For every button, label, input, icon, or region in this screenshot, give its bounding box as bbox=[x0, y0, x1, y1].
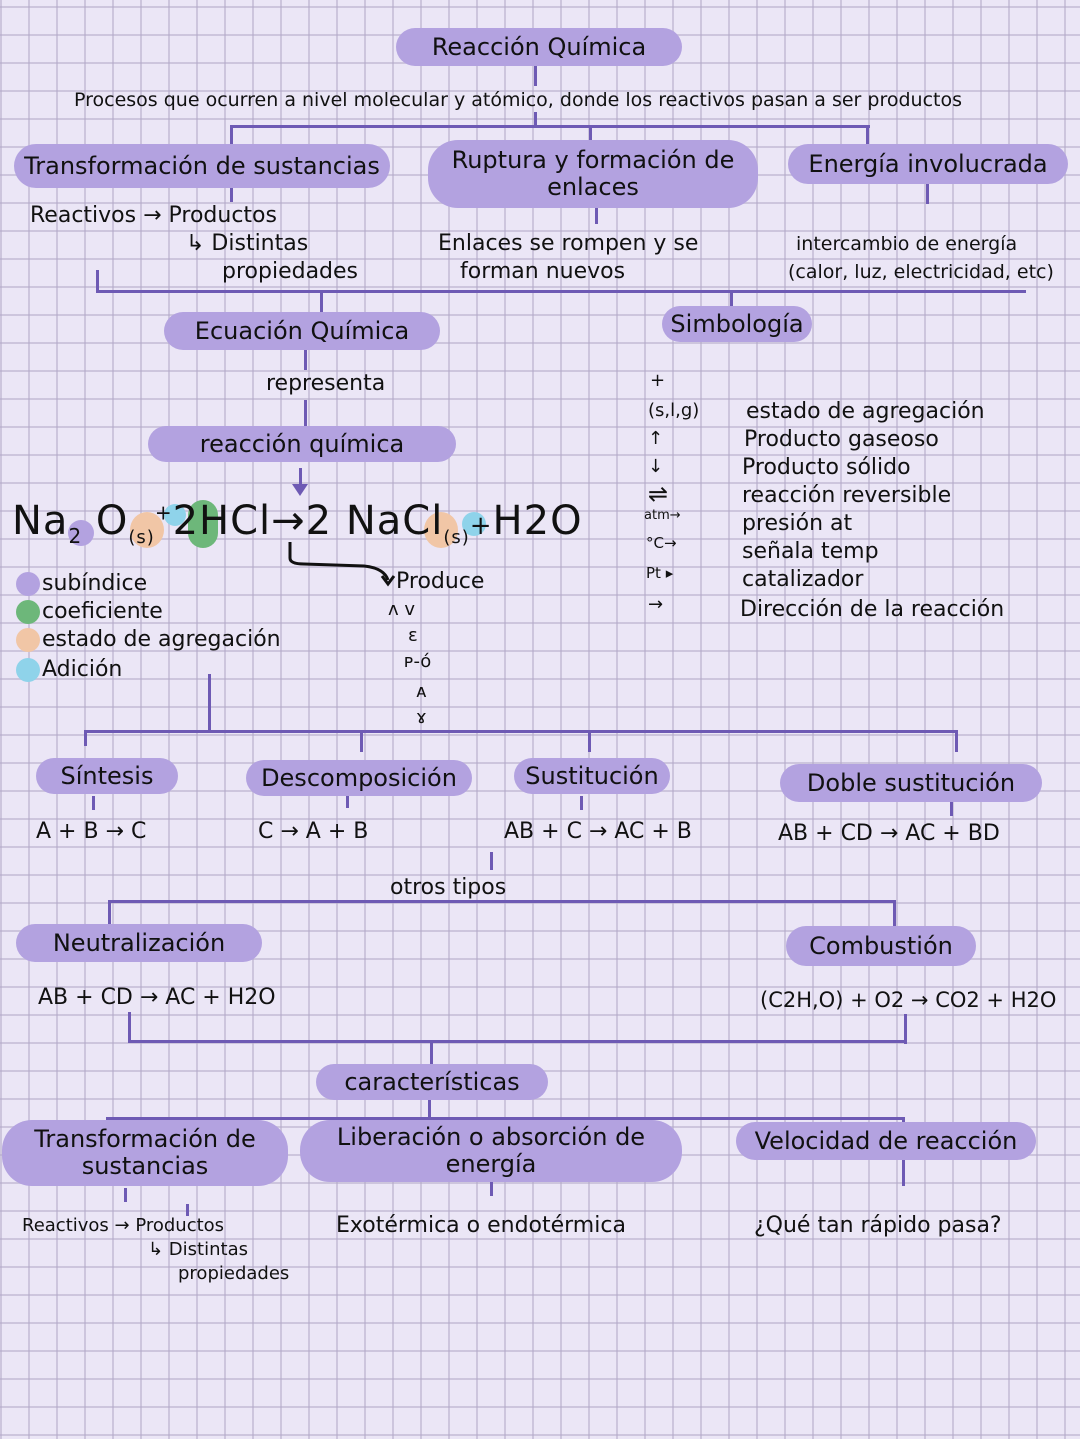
branch-title: Ruptura y formación de enlaces bbox=[451, 146, 735, 201]
root-node bbox=[396, 28, 682, 66]
eq-plus: + bbox=[469, 511, 493, 541]
legend-adicion bbox=[16, 656, 122, 684]
symbol: Pt ▸ bbox=[646, 564, 674, 582]
eq-nacl: 2 NaCl bbox=[305, 498, 444, 544]
connector bbox=[588, 730, 591, 752]
tipo-sintesis bbox=[36, 758, 178, 794]
color-swatch bbox=[16, 600, 40, 624]
symbol-desc: Producto gaseoso bbox=[744, 427, 939, 452]
connector bbox=[84, 730, 958, 733]
representa-label: representa bbox=[266, 371, 386, 396]
eq-state: (s) bbox=[128, 527, 155, 548]
symbol: → bbox=[648, 594, 664, 615]
caracteristica-text: ↳ Distintas bbox=[148, 1239, 248, 1260]
connector bbox=[360, 730, 363, 752]
legend-label: estado de agregación bbox=[42, 627, 281, 652]
connector bbox=[580, 796, 583, 810]
branch-transformacion bbox=[14, 144, 390, 188]
produce-label: Produce bbox=[396, 569, 485, 594]
root-title: Reacción Química bbox=[431, 32, 647, 61]
symbol-desc: señala temp bbox=[742, 539, 879, 564]
connector bbox=[490, 852, 493, 870]
produce-letter: ᴀ bbox=[416, 681, 427, 702]
connector bbox=[595, 208, 598, 224]
connector bbox=[108, 900, 111, 924]
connector bbox=[304, 350, 307, 370]
legend-estado bbox=[16, 626, 281, 654]
caracteristica-text: propiedades bbox=[178, 1263, 290, 1284]
eq-arrow: → bbox=[271, 498, 306, 544]
eq-coef: 2 bbox=[172, 498, 200, 544]
connector bbox=[926, 184, 929, 204]
legend-label: Adición bbox=[42, 657, 123, 682]
symbol-desc: presión at bbox=[742, 511, 853, 536]
connector bbox=[230, 188, 233, 202]
branch-title: Energía involucrada bbox=[808, 149, 1048, 178]
color-swatch bbox=[16, 572, 40, 596]
eq-o: O bbox=[95, 498, 129, 544]
tipo-doble-sustitucion bbox=[780, 764, 1042, 802]
branch-ruptura bbox=[428, 140, 758, 208]
tipo-combustion bbox=[786, 926, 976, 966]
root-definition: Procesos que ocurren a nivel molecular y atómico, donde los reactivos pasan a ser productos bbox=[74, 89, 962, 111]
symbol: ↓ bbox=[648, 456, 664, 477]
tipo-sustitucion bbox=[514, 758, 670, 794]
color-swatch bbox=[16, 658, 40, 682]
tipo-formula: C → A + B bbox=[258, 819, 369, 844]
caracteristica-transformacion bbox=[2, 1120, 288, 1186]
tipo-title: Sustitución bbox=[525, 761, 659, 790]
branch-text: Reactivos → Productos bbox=[30, 203, 277, 228]
symbol-desc: Producto sólido bbox=[742, 455, 911, 480]
branch-title: Transformación de sustancias bbox=[24, 151, 380, 180]
symbol: (s,l,g) bbox=[648, 400, 700, 421]
branch-text: Enlaces se rompen y se bbox=[438, 231, 699, 256]
connector bbox=[96, 290, 1026, 293]
connector bbox=[92, 796, 95, 810]
connector bbox=[124, 1188, 127, 1202]
legend-coeficiente bbox=[16, 598, 163, 626]
tipo-formula: A + B → C bbox=[36, 819, 147, 844]
tipo-neutralizacion bbox=[16, 924, 262, 962]
connector bbox=[84, 730, 87, 746]
eq-subindice: 2 bbox=[68, 524, 83, 548]
connector bbox=[128, 1040, 907, 1043]
tipo-descomposicion bbox=[246, 760, 472, 796]
simbologia-node bbox=[662, 306, 812, 342]
caracteristica-title: Velocidad de reacción bbox=[754, 1126, 1018, 1155]
caracteristica-energia bbox=[300, 1120, 682, 1182]
tipo-title: Neutralización bbox=[52, 928, 226, 957]
ecuacion-title: Ecuación Química bbox=[194, 316, 410, 345]
connector bbox=[304, 400, 307, 426]
tipo-formula: AB + C → AC + B bbox=[504, 819, 692, 844]
legend-label: subíndice bbox=[42, 571, 148, 596]
connector bbox=[893, 900, 896, 928]
connector bbox=[96, 270, 99, 292]
eq-na: Na bbox=[12, 498, 69, 544]
symbol-desc: reacción reversible bbox=[742, 483, 952, 508]
color-swatch bbox=[16, 628, 40, 652]
caracteristicas-title: características bbox=[344, 1067, 520, 1096]
legend-label: coeficiente bbox=[42, 599, 163, 624]
symbol: ⇌ bbox=[648, 480, 669, 508]
branch-text: forman nuevos bbox=[460, 259, 626, 284]
branch-text: ↳ Distintas bbox=[186, 231, 309, 256]
connector bbox=[346, 796, 349, 808]
tipo-title: Doble sustitución bbox=[806, 768, 1016, 797]
otros-tipos-label: otros tipos bbox=[390, 875, 507, 900]
simbologia-title: Simbología bbox=[670, 309, 804, 338]
branch-energia bbox=[788, 144, 1068, 184]
symbol-desc: estado de agregación bbox=[746, 399, 985, 424]
eq-state: (s) bbox=[443, 527, 470, 548]
reaccion-quimica-label: reacción química bbox=[199, 429, 405, 458]
connector bbox=[490, 1182, 493, 1196]
eq-h2o: H2O bbox=[492, 498, 583, 544]
eq-hcl: HCl bbox=[199, 498, 272, 544]
connector bbox=[955, 730, 958, 752]
caracteristica-text: Exotérmica o endotérmica bbox=[336, 1213, 626, 1238]
connector bbox=[208, 674, 211, 732]
produce-letter: ε bbox=[408, 625, 418, 646]
caracteristicas-node bbox=[316, 1064, 548, 1100]
symbol-desc: Dirección de la reacción bbox=[740, 597, 1005, 622]
tipo-title: Combustión bbox=[809, 931, 953, 960]
symbol: + bbox=[650, 370, 666, 391]
connector bbox=[128, 1012, 131, 1042]
reaccion-quimica-node bbox=[148, 426, 456, 462]
branch-text: propiedades bbox=[222, 259, 359, 284]
tipo-formula: AB + CD → AC + H2O bbox=[38, 985, 276, 1010]
connector bbox=[902, 1160, 905, 1186]
caracteristica-velocidad bbox=[736, 1122, 1036, 1160]
tipo-title: Descomposición bbox=[261, 763, 457, 792]
arrow-down-icon bbox=[292, 484, 308, 496]
connector bbox=[950, 802, 953, 816]
tipo-formula: AB + CD → AC + BD bbox=[778, 821, 1000, 846]
caracteristica-title: Liberación o absorción de energía bbox=[336, 1123, 646, 1178]
connector bbox=[430, 1040, 433, 1064]
legend-subindice bbox=[16, 570, 147, 598]
symbol: ↑ bbox=[648, 428, 664, 449]
curved-arrow-icon bbox=[284, 540, 404, 590]
produce-letter: ʌ v bbox=[388, 599, 416, 620]
caracteristica-text: Reactivos → Productos bbox=[22, 1215, 225, 1236]
connector bbox=[108, 900, 896, 903]
symbol-desc: catalizador bbox=[742, 567, 864, 592]
produce-letter: ᴘ-ó bbox=[404, 651, 432, 672]
connector bbox=[428, 1100, 431, 1118]
connector bbox=[534, 112, 537, 126]
connector bbox=[320, 290, 323, 312]
symbol: °C→ bbox=[646, 534, 677, 552]
ecuacion-node bbox=[164, 312, 440, 350]
caracteristica-title: Transformación de sustancias bbox=[34, 1125, 256, 1180]
eq-plus: + bbox=[154, 500, 173, 525]
branch-text: intercambio de energía bbox=[796, 233, 1018, 255]
connector bbox=[230, 125, 870, 128]
connector bbox=[589, 125, 592, 141]
branch-text: (calor, luz, electricidad, etc) bbox=[788, 261, 1054, 283]
symbol: atm→ bbox=[644, 508, 681, 523]
connector bbox=[534, 66, 537, 86]
tipo-title: Síntesis bbox=[60, 761, 154, 790]
produce-letter: ɤ bbox=[416, 707, 427, 728]
caracteristica-text: ¿Qué tan rápido pasa? bbox=[754, 1213, 1002, 1238]
tipo-formula: (C2H,O) + O2 → CO2 + H2O bbox=[760, 988, 1057, 1012]
